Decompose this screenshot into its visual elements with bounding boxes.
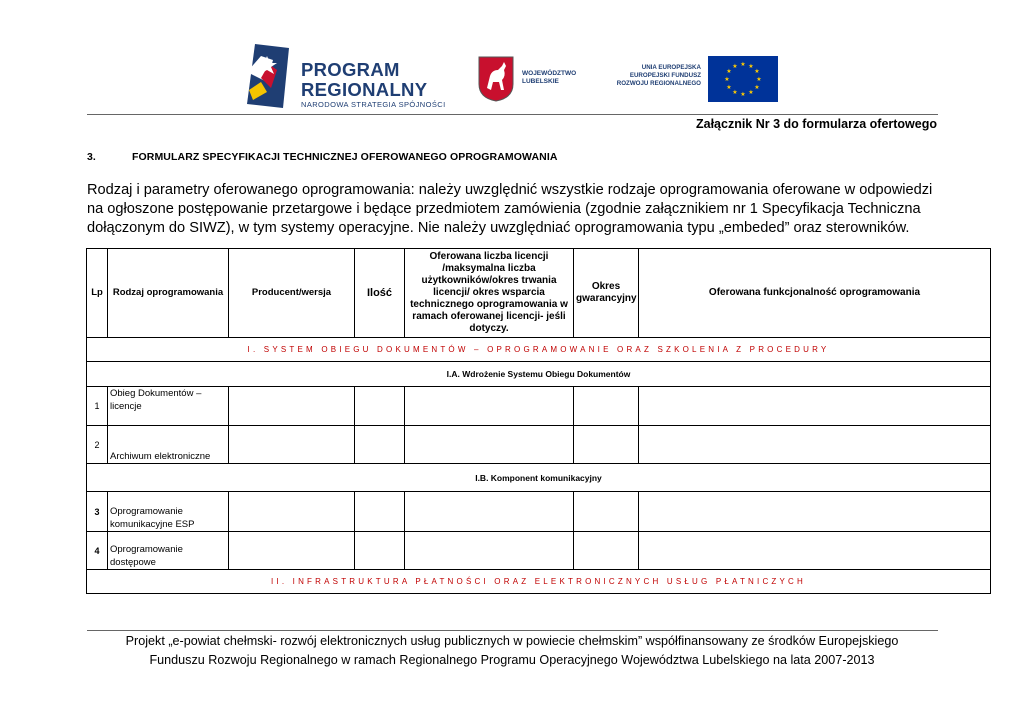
table-header-row xyxy=(87,249,991,338)
row-funkcjonalnosc-cell[interactable] xyxy=(639,492,991,532)
table-row xyxy=(87,492,991,532)
table-row xyxy=(87,532,991,570)
row-funkcjonalnosc-cell[interactable] xyxy=(639,387,991,426)
header-licencje: Oferowana liczba licencji /maksymalna liczba użytkowników/okres trwania licencji/ okres wsparcia technicznego oprogramowania w ramach oferowanej licencji- jeśli dotyczy. xyxy=(405,249,574,338)
header-ilosc: Ilość xyxy=(355,249,405,338)
subsection-row xyxy=(87,464,991,492)
subsection-row xyxy=(87,362,991,387)
header-producent: Producent/wersja xyxy=(229,249,355,338)
row-lp: 4 xyxy=(87,532,108,570)
region-logo-text xyxy=(522,70,576,86)
section-row xyxy=(87,570,991,594)
eu-flag-icon xyxy=(708,56,778,102)
row-funkcjonalnosc-cell[interactable] xyxy=(639,532,991,570)
row-funkcjonalnosc-cell[interactable] xyxy=(639,426,991,464)
section-row xyxy=(87,338,991,362)
section2-label: II. INFRASTRUKTURA PŁATNOŚCI ORAZ ELEKTRONICZNYCH USŁUG PŁATNICZYCH xyxy=(87,570,991,594)
svg-text:★: ★ xyxy=(726,84,732,91)
coat-of-arms-icon xyxy=(478,56,514,102)
row-lp: 1 xyxy=(87,387,108,426)
row-ilosc-cell[interactable] xyxy=(355,387,405,426)
intro-paragraph: Rodzaj i parametry oferowanego oprogramowania: należy uwzględnić wszystkie rodzaje oprogramowania oferowane w odpowiedzi na ogłoszone postępowanie przetargowe i będące przedmiotem zamówienia (zgodnie załącznikiem nr 1 Specyfikacja Techniczna dołączonym do SIWZ), w tym systemy operacyjne. Nie należy uwzględniać oprogramowania typu „embeded” oraz sterowników. xyxy=(87,182,933,236)
header-rodzaj: Rodzaj oprogramowania xyxy=(108,249,229,338)
row-producent-cell[interactable] xyxy=(229,426,355,464)
table-row xyxy=(87,387,991,426)
eu-logo-line3: ROZWOJU REGIONALNEGO xyxy=(616,80,701,87)
row-producent-cell[interactable] xyxy=(229,387,355,426)
eu-logo-text xyxy=(605,64,701,88)
row-producent-cell[interactable] xyxy=(229,492,355,532)
svg-text:★: ★ xyxy=(724,76,730,83)
eu-logo-line1: UNIA EUROPEJSKA xyxy=(641,64,701,71)
svg-text:★: ★ xyxy=(732,89,738,96)
subsection-b-label: I.B. Komponent komunikacyjny xyxy=(87,464,991,492)
row-producent-cell[interactable] xyxy=(229,532,355,570)
row-okres-cell[interactable] xyxy=(574,387,639,426)
row-licencje-cell[interactable] xyxy=(405,426,574,464)
header-divider xyxy=(87,114,938,115)
row-ilosc-cell[interactable] xyxy=(355,532,405,570)
specification-table xyxy=(86,248,991,594)
svg-text:★: ★ xyxy=(748,63,754,70)
row-licencje-cell[interactable] xyxy=(405,532,574,570)
subsection-a-label: I.A. Wdrożenie Systemu Obiegu Dokumentów xyxy=(87,362,991,387)
svg-text:★: ★ xyxy=(754,84,760,91)
footer-divider xyxy=(87,630,938,631)
footer-line2: Funduszu Rozwoju Regionalnego w ramach Regionalnego Programu Operacyjnego Województwa Lubelskiego na lata 2007-2013 xyxy=(149,653,875,667)
svg-text:★: ★ xyxy=(756,76,762,83)
row-okres-cell[interactable] xyxy=(574,492,639,532)
row-name: Oprogramowanie dostępowe xyxy=(108,532,229,570)
svg-text:★: ★ xyxy=(748,89,754,96)
footer-text xyxy=(87,632,937,670)
svg-text:★: ★ xyxy=(754,68,760,75)
row-name: Oprogramowanie komunikacyjne ESP xyxy=(108,492,229,532)
region-logo-line2: LUBELSKIE xyxy=(522,78,559,85)
svg-text:★: ★ xyxy=(740,91,746,98)
header-funkcjonalnosc: Oferowana funkcjonalność oprogramowania xyxy=(639,249,991,338)
program-logo-line1: PROGRAM xyxy=(301,59,400,80)
row-lp: 3 xyxy=(87,492,108,532)
svg-text:★: ★ xyxy=(740,61,746,68)
program-logo-line3: NARODOWA STRATEGIA SPÓJNOŚCI xyxy=(301,100,446,109)
row-licencje-cell[interactable] xyxy=(405,492,574,532)
program-logo-line2: REGIONALNY xyxy=(301,79,428,100)
svg-text:★: ★ xyxy=(726,68,732,75)
row-okres-cell[interactable] xyxy=(574,532,639,570)
region-logo-line1: WOJEWÓDZTWO xyxy=(522,70,577,77)
section-title: FORMULARZ SPECYFIKACJI TECHNICZNEJ OFEROWANEGO OPROGRAMOWANIA xyxy=(132,151,558,163)
section1-label: I. SYSTEM OBIEGU DOKUMENTÓW – OPROGRAMOWANIE ORAZ SZKOLENIA Z PROCEDURY xyxy=(87,338,991,362)
row-name: Archiwum elektroniczne xyxy=(108,426,229,464)
program-star-icon xyxy=(243,42,291,112)
header-okres: Okres gwarancyjny xyxy=(574,249,639,338)
svg-text:★: ★ xyxy=(732,63,738,70)
program-regionalny-logo xyxy=(243,42,453,114)
row-name: Obieg Dokumentów – licencje xyxy=(108,387,229,426)
eu-logo-line2: EUROPEJSKI FUNDUSZ xyxy=(629,72,701,79)
row-ilosc-cell[interactable] xyxy=(355,492,405,532)
row-okres-cell[interactable] xyxy=(574,426,639,464)
wojewodztwo-lubelskie-logo xyxy=(478,56,588,104)
eu-logo xyxy=(605,56,780,102)
row-ilosc-cell[interactable] xyxy=(355,426,405,464)
annex-label: Załącznik Nr 3 do formularza ofertowego xyxy=(695,117,937,131)
table-row xyxy=(87,426,991,464)
footer-line1: Projekt „e-powiat chełmski- rozwój elektronicznych usług publicznych w powiecie chełmskim” współfinansowany ze środków Europejskiego xyxy=(125,634,899,648)
header-lp: Lp xyxy=(87,249,108,338)
row-lp: 2 xyxy=(87,426,108,464)
row-licencje-cell[interactable] xyxy=(405,387,574,426)
section-number: 3. xyxy=(87,151,96,163)
